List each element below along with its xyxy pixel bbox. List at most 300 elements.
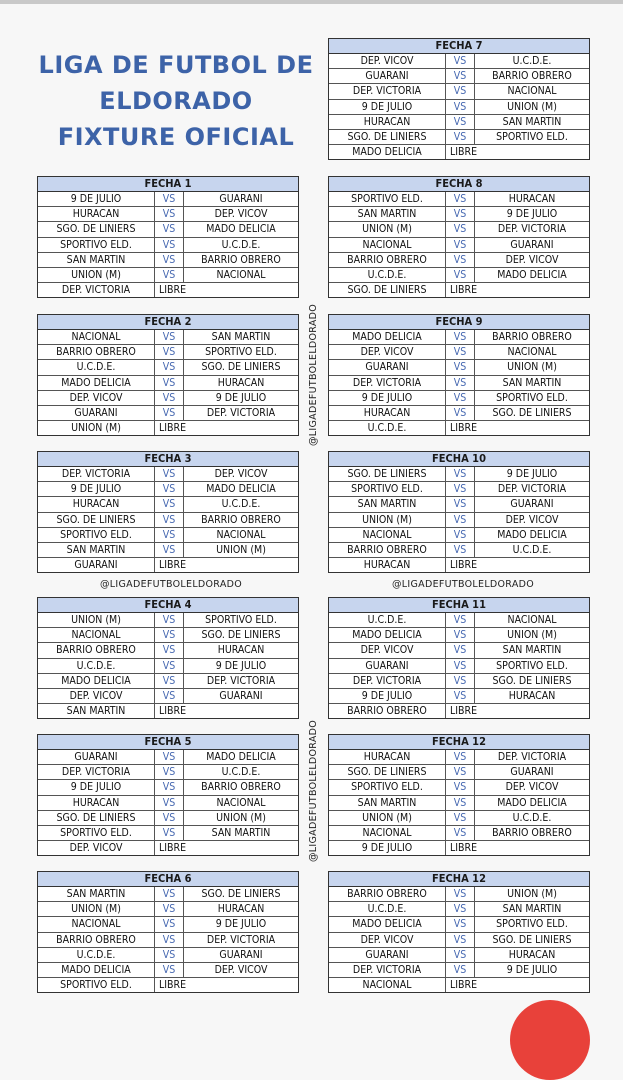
vs-label: VS	[155, 674, 184, 688]
match-row	[329, 902, 589, 917]
home-team: HURACAN	[329, 750, 446, 764]
match-row	[38, 360, 298, 375]
home-team: GUARANI	[329, 360, 446, 374]
libre-label: LIBRE	[159, 842, 187, 855]
away-team: GUARANI	[219, 193, 263, 205]
libre-team: DEP. VICTORIA	[38, 283, 155, 297]
away-team: 9 DE JULIO	[506, 208, 558, 221]
vs-label: VS	[446, 659, 475, 673]
home-team: BARRIO OBRERO	[38, 345, 155, 359]
vs-label: VS	[446, 780, 475, 794]
libre-label: LIBRE	[450, 422, 478, 435]
match-row	[329, 689, 589, 704]
vs-label: VS	[155, 902, 184, 916]
home-team: DEP. VICTORIA	[38, 765, 155, 779]
top-divider	[0, 0, 623, 4]
away-team: BARRIO OBRERO	[492, 70, 572, 83]
home-team: UNION (M)	[38, 613, 155, 627]
away-team: SAN MARTIN	[502, 644, 562, 657]
page-title	[36, 47, 316, 155]
home-team: 9 DE JULIO	[38, 192, 155, 206]
away-team: SAN MARTIN	[211, 331, 271, 343]
away-team: SAN MARTIN	[502, 115, 562, 128]
vs-label: VS	[446, 613, 475, 627]
away-team: MADO DELICIA	[206, 751, 276, 763]
home-team: U.C.D.E.	[38, 360, 155, 374]
vs-label: VS	[446, 513, 475, 527]
vs-label: VS	[155, 963, 184, 977]
away-team: SPORTIVO ELD.	[205, 346, 277, 359]
fecha-table	[328, 314, 590, 436]
home-team: 9 DE JULIO	[38, 482, 155, 496]
match-row	[38, 207, 298, 222]
fecha-table	[328, 38, 590, 160]
home-team: DEP. VICOV	[329, 643, 446, 657]
vs-label: VS	[155, 826, 184, 840]
handle-text-right: @LIGADEFUTBOLELDORADO	[392, 579, 535, 590]
match-row	[38, 513, 298, 528]
home-team: DEP. VICTORIA	[329, 84, 446, 98]
away-team: UNION (M)	[216, 811, 266, 824]
match-row	[329, 330, 589, 345]
match-row	[38, 192, 298, 207]
libre-label: LIBRE	[159, 559, 187, 572]
vs-label: VS	[155, 345, 184, 359]
home-team: UNION (M)	[38, 268, 155, 282]
match-row	[38, 750, 298, 765]
libre-team: U.C.D.E.	[329, 421, 446, 435]
home-team: GUARANI	[329, 659, 446, 673]
away-team: BARRIO OBRERO	[201, 513, 281, 526]
away-team: DEP. VICTORIA	[206, 933, 276, 946]
vs-label: VS	[446, 69, 475, 83]
away-team: DEP. VICOV	[505, 781, 559, 794]
vs-label: VS	[446, 330, 475, 344]
home-team: NACIONAL	[329, 528, 446, 542]
libre-label: LIBRE	[450, 559, 478, 572]
vs-label: VS	[446, 963, 475, 977]
away-team: 9 DE JULIO	[215, 659, 267, 672]
match-row	[329, 543, 589, 558]
away-team: SPORTIVO ELD.	[205, 614, 277, 626]
fecha-table	[328, 176, 590, 298]
away-team: HURACAN	[508, 948, 556, 961]
libre-row	[329, 704, 589, 718]
fecha-header: FECHA 4	[38, 598, 298, 613]
match-row	[329, 765, 589, 780]
vs-label: VS	[446, 391, 475, 405]
away-team: GUARANI	[219, 689, 263, 702]
home-team: SAN MARTIN	[329, 497, 446, 511]
match-row	[38, 238, 298, 253]
away-team: UNION (M)	[507, 888, 557, 900]
fecha-header: FECHA 6	[38, 872, 298, 887]
away-team: SGO. DE LINIERS	[201, 888, 281, 900]
away-team: GUARANI	[510, 238, 554, 251]
match-row	[38, 659, 298, 674]
home-team: DEP. VICOV	[38, 391, 155, 405]
match-row	[329, 84, 589, 99]
libre-label: LIBRE	[450, 979, 478, 992]
vs-label: VS	[446, 543, 475, 557]
home-team: SGO. DE LINIERS	[38, 513, 155, 527]
vs-label: VS	[155, 643, 184, 657]
home-team: BARRIO OBRERO	[329, 253, 446, 267]
match-row	[38, 902, 298, 917]
vs-label: VS	[446, 826, 475, 840]
away-team: SPORTIVO ELD.	[496, 130, 568, 143]
away-team: 9 DE JULIO	[506, 963, 558, 976]
vs-label: VS	[446, 796, 475, 810]
home-team: MADO DELICIA	[329, 628, 446, 642]
away-team: DEP. VICTORIA	[497, 483, 567, 496]
libre-team: SGO. DE LINIERS	[329, 283, 446, 297]
home-team: GUARANI	[38, 406, 155, 420]
vs-label: VS	[446, 628, 475, 642]
match-row	[329, 513, 589, 528]
away-team: DEP. VICOV	[214, 208, 268, 221]
vs-label: VS	[155, 689, 184, 703]
match-row	[38, 376, 298, 391]
home-team: SGO. DE LINIERS	[38, 222, 155, 236]
home-team: 9 DE JULIO	[38, 780, 155, 794]
fecha-table	[37, 597, 299, 719]
home-team: MADO DELICIA	[38, 963, 155, 977]
match-row	[38, 643, 298, 658]
match-row	[329, 948, 589, 963]
away-team: MADO DELICIA	[497, 268, 567, 281]
vs-label: VS	[155, 543, 184, 557]
home-team: SPORTIVO ELD.	[38, 826, 155, 840]
away-team: DEP. VICOV	[505, 513, 559, 526]
fecha-table	[328, 451, 590, 573]
match-row	[329, 933, 589, 948]
home-team: DEP. VICTORIA	[38, 467, 155, 481]
away-team: NACIONAL	[507, 85, 557, 98]
vs-label: VS	[155, 513, 184, 527]
vs-label: VS	[155, 330, 184, 344]
away-team: MADO DELICIA	[206, 483, 276, 496]
fecha-header: FECHA 8	[329, 177, 589, 192]
home-team: SGO. DE LINIERS	[329, 130, 446, 144]
home-team: GUARANI	[329, 948, 446, 962]
vs-label: VS	[155, 780, 184, 794]
vs-label: VS	[446, 222, 475, 236]
vs-label: VS	[155, 207, 184, 221]
away-team: U.C.D.E.	[512, 55, 552, 67]
match-row	[38, 674, 298, 689]
libre-row	[38, 283, 298, 297]
home-team: U.C.D.E.	[38, 659, 155, 673]
away-team: NACIONAL	[216, 796, 266, 809]
match-row	[329, 643, 589, 658]
away-team: MADO DELICIA	[206, 223, 276, 236]
home-team: SAN MARTIN	[38, 887, 155, 901]
match-row	[38, 253, 298, 268]
away-team: SPORTIVO ELD.	[496, 659, 568, 672]
match-row	[38, 826, 298, 841]
match-row	[329, 100, 589, 115]
match-row	[38, 948, 298, 963]
libre-team: DEP. VICOV	[38, 841, 155, 855]
fecha-header: FECHA 1	[38, 177, 298, 192]
match-row	[38, 780, 298, 795]
match-row	[38, 391, 298, 406]
vs-label: VS	[446, 750, 475, 764]
away-team: DEP. VICTORIA	[497, 223, 567, 236]
away-team: BARRIO OBRERO	[201, 781, 281, 794]
match-row	[38, 528, 298, 543]
vs-label: VS	[446, 345, 475, 359]
match-row	[329, 54, 589, 69]
match-row	[38, 917, 298, 932]
home-team: BARRIO OBRERO	[38, 933, 155, 947]
vs-label: VS	[446, 360, 475, 374]
vs-label: VS	[446, 902, 475, 916]
vs-label: VS	[446, 192, 475, 206]
home-team: DEP. VICTORIA	[329, 963, 446, 977]
home-team: GUARANI	[38, 750, 155, 764]
home-team: UNION (M)	[329, 811, 446, 825]
fecha-header: FECHA 3	[38, 452, 298, 467]
libre-team: HURACAN	[329, 558, 446, 572]
away-team: BARRIO OBRERO	[201, 253, 281, 266]
home-team: SPORTIVO ELD.	[329, 482, 446, 496]
home-team: U.C.D.E.	[329, 268, 446, 282]
match-row	[38, 268, 298, 283]
away-team: U.C.D.E.	[221, 238, 261, 251]
away-team: NACIONAL	[507, 346, 557, 359]
vs-label: VS	[446, 84, 475, 98]
vs-label: VS	[446, 115, 475, 129]
away-team: U.C.D.E.	[221, 498, 261, 511]
fecha-table	[37, 451, 299, 573]
vs-label: VS	[155, 391, 184, 405]
vs-label: VS	[155, 917, 184, 931]
match-row	[329, 497, 589, 512]
away-team: SGO. DE LINIERS	[492, 674, 572, 687]
libre-label: LIBRE	[450, 705, 478, 718]
vs-label: VS	[446, 917, 475, 931]
home-team: 9 DE JULIO	[329, 689, 446, 703]
match-row	[329, 207, 589, 222]
home-team: HURACAN	[329, 406, 446, 420]
vs-label: VS	[446, 130, 475, 144]
away-team: SAN MARTIN	[502, 903, 562, 916]
home-team: NACIONAL	[329, 238, 446, 252]
vs-label: VS	[446, 268, 475, 282]
match-row	[329, 69, 589, 84]
vs-label: VS	[446, 100, 475, 114]
home-team: DEP. VICOV	[38, 689, 155, 703]
libre-row	[38, 704, 298, 718]
libre-team: MADO DELICIA	[329, 145, 446, 159]
fecha-header: FECHA 11	[329, 598, 589, 613]
libre-row	[38, 558, 298, 572]
libre-row	[38, 841, 298, 855]
libre-team: 9 DE JULIO	[329, 841, 446, 855]
match-row	[329, 345, 589, 360]
home-team: 9 DE JULIO	[329, 100, 446, 114]
handle-text-left: @LIGADEFUTBOLELDORADO	[100, 579, 243, 590]
match-row	[329, 811, 589, 826]
vs-label: VS	[446, 482, 475, 496]
away-team: NACIONAL	[507, 614, 557, 626]
libre-team: SPORTIVO ELD.	[38, 978, 155, 992]
fecha-header: FECHA 7	[329, 39, 589, 54]
away-team: HURACAN	[217, 903, 265, 916]
away-team: HURACAN	[217, 376, 265, 389]
libre-label: LIBRE	[450, 842, 478, 855]
fecha-table	[37, 176, 299, 298]
vs-label: VS	[446, 643, 475, 657]
away-team: UNION (M)	[507, 629, 557, 642]
away-team: SAN MARTIN	[502, 376, 562, 389]
fecha-table	[37, 734, 299, 856]
away-team: BARRIO OBRERO	[492, 826, 572, 839]
vs-label: VS	[155, 192, 184, 206]
match-row	[38, 963, 298, 978]
libre-team: BARRIO OBRERO	[329, 704, 446, 718]
title-line-1: LIGA DE FUTBOL DE	[38, 51, 314, 79]
home-team: HURACAN	[38, 497, 155, 511]
match-row	[38, 467, 298, 482]
away-team: UNION (M)	[507, 100, 557, 113]
vs-label: VS	[155, 948, 184, 962]
match-row	[329, 750, 589, 765]
vs-label: VS	[446, 497, 475, 511]
vs-label: VS	[155, 659, 184, 673]
fecha-table	[328, 597, 590, 719]
match-row	[329, 917, 589, 932]
match-row	[38, 482, 298, 497]
away-team: DEP. VICOV	[214, 963, 268, 976]
fecha-header: FECHA 12	[329, 872, 589, 887]
vs-label: VS	[446, 948, 475, 962]
match-row	[329, 628, 589, 643]
vs-label: VS	[155, 406, 184, 420]
match-row	[38, 406, 298, 421]
match-row	[329, 613, 589, 628]
away-team: HURACAN	[508, 689, 556, 702]
handle-text-vertical-top: @LIGADEFUTBOLELDORADO	[308, 303, 319, 446]
away-team: SGO. DE LINIERS	[201, 629, 281, 642]
match-row	[38, 497, 298, 512]
match-row	[329, 659, 589, 674]
vs-label: VS	[446, 467, 475, 481]
away-team: 9 DE JULIO	[215, 918, 267, 931]
match-row	[329, 963, 589, 978]
vs-label: VS	[155, 497, 184, 511]
home-team: GUARANI	[329, 69, 446, 83]
home-team: SGO. DE LINIERS	[329, 765, 446, 779]
home-team: BARRIO OBRERO	[329, 543, 446, 557]
home-team: SAN MARTIN	[329, 207, 446, 221]
libre-label: LIBRE	[450, 146, 478, 159]
match-row	[329, 406, 589, 421]
match-row	[329, 253, 589, 268]
fecha-table	[37, 871, 299, 993]
home-team: DEP. VICOV	[329, 345, 446, 359]
home-team: SGO. DE LINIERS	[329, 467, 446, 481]
away-team: DEP. VICOV	[505, 253, 559, 266]
match-row	[38, 345, 298, 360]
title-line-3: FIXTURE OFICIAL	[57, 123, 295, 151]
home-team: HURACAN	[38, 796, 155, 810]
match-row	[329, 796, 589, 811]
home-team: DEP. VICOV	[329, 54, 446, 68]
home-team: MADO DELICIA	[329, 917, 446, 931]
match-row	[38, 689, 298, 704]
match-row	[329, 780, 589, 795]
match-row	[38, 613, 298, 628]
home-team: BARRIO OBRERO	[38, 643, 155, 657]
home-team: HURACAN	[329, 115, 446, 129]
libre-row	[38, 978, 298, 992]
vs-label: VS	[446, 674, 475, 688]
fecha-header: FECHA 2	[38, 315, 298, 330]
vs-label: VS	[155, 376, 184, 390]
home-team: MADO DELICIA	[38, 674, 155, 688]
away-team: U.C.D.E.	[221, 766, 261, 779]
red-circle-badge	[510, 1000, 590, 1080]
away-team: SPORTIVO ELD.	[496, 918, 568, 931]
home-team: HURACAN	[38, 207, 155, 221]
fecha-header: FECHA 10	[329, 452, 589, 467]
match-row	[38, 811, 298, 826]
match-row	[329, 528, 589, 543]
match-row	[329, 391, 589, 406]
home-team: SPORTIVO ELD.	[329, 780, 446, 794]
fecha-header: FECHA 5	[38, 735, 298, 750]
away-team: GUARANI	[510, 498, 554, 511]
away-team: GUARANI	[219, 948, 263, 961]
away-team: 9 DE JULIO	[215, 391, 267, 404]
vs-label: VS	[155, 811, 184, 825]
home-team: MADO DELICIA	[38, 376, 155, 390]
match-row	[329, 130, 589, 145]
away-team: 9 DE JULIO	[506, 468, 558, 480]
vs-label: VS	[155, 222, 184, 236]
away-team: DEP. VICTORIA	[206, 674, 276, 687]
match-row	[329, 268, 589, 283]
home-team: 9 DE JULIO	[329, 391, 446, 405]
home-team: SPORTIVO ELD.	[38, 238, 155, 252]
vs-label: VS	[155, 933, 184, 947]
fecha-table	[328, 734, 590, 856]
vs-label: VS	[155, 613, 184, 627]
home-team: SPORTIVO ELD.	[38, 528, 155, 542]
fecha-header: FECHA 9	[329, 315, 589, 330]
vs-label: VS	[155, 253, 184, 267]
vs-label: VS	[446, 54, 475, 68]
match-row	[38, 765, 298, 780]
away-team: DEP. VICTORIA	[206, 406, 276, 419]
home-team: DEP. VICTORIA	[329, 674, 446, 688]
home-team: DEP. VICTORIA	[329, 376, 446, 390]
home-team: U.C.D.E.	[329, 613, 446, 627]
home-team: DEP. VICOV	[329, 933, 446, 947]
handle-text-vertical-bottom: @LIGADEFUTBOLELDORADO	[308, 719, 319, 862]
libre-row	[329, 558, 589, 572]
fecha-table	[328, 871, 590, 993]
match-row	[329, 360, 589, 375]
libre-label: LIBRE	[159, 705, 187, 718]
away-team: SAN MARTIN	[211, 826, 271, 839]
away-team: U.C.D.E.	[512, 811, 552, 824]
away-team: SGO. DE LINIERS	[201, 361, 281, 374]
vs-label: VS	[446, 376, 475, 390]
